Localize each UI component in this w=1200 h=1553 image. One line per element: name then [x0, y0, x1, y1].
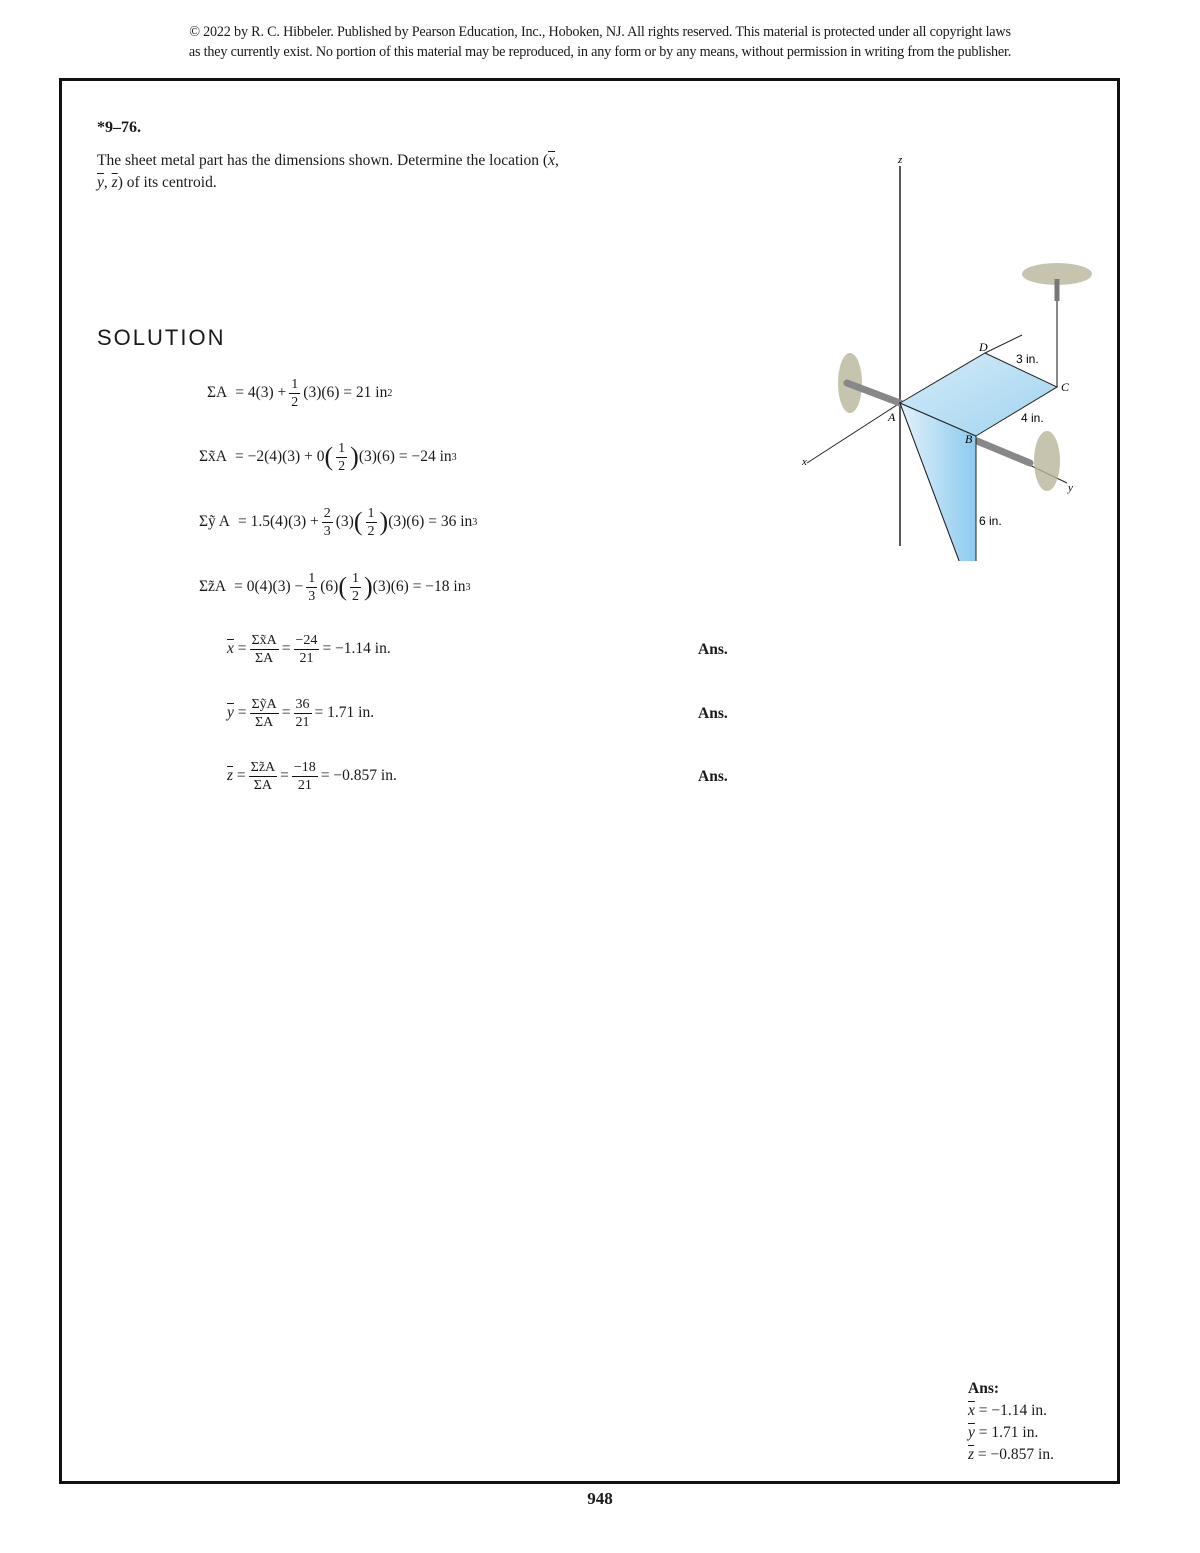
equation-x-bar: $\overline{x}$ = $\frac{\Sigma x̃A}{\Sigma A}$ = $\frac{-24}{21}$ = −1.14 in. — [227, 632, 391, 666]
z-bar-result: = −0.857 in. — [320, 767, 397, 784]
eq3-part-a: = 1.5(4)(3) + — [238, 513, 319, 530]
eq4-part-b: (3)(6) = −18 in — [372, 578, 466, 595]
eq1-part-a: = 4(3) + — [235, 384, 287, 401]
eq2-part-a: = −2(4)(3) + 0 — [234, 448, 325, 465]
solution-frame — [59, 78, 1120, 1484]
eq1-part-b: (3)(6) = 21 in — [303, 384, 388, 401]
fraction-sum-ratio: $\frac{\text{ΣỹA}}{\Sigma A}$ — [251, 696, 277, 730]
eq4-part-a: = 0(4)(3) − — [234, 578, 304, 595]
label-z: z — [898, 154, 903, 166]
y-bar-result: = 1.71 in. — [314, 704, 375, 721]
equation-sum-area: ΣA = 4(3) + $\frac{1}{2}$ (3)(6) = 21 in 2 — [207, 376, 393, 410]
label-C: C — [1061, 380, 1070, 394]
equation-sum-xA: Σx̃A = −2(4)(3) + 0 ( $\frac{1}{2}$ ) (3)(6) = −24 in 3 — [199, 440, 457, 474]
statement-part-a: The sheet metal part has the dimensions shown. Determine the location ( — [97, 152, 549, 169]
answer-y: $\overline{y} = 1.71$ in. — [968, 1424, 1039, 1441]
x-bar-result: = −1.14 in. — [322, 640, 391, 657]
sheet-metal-figure — [802, 151, 1112, 561]
label-x: x — [802, 456, 807, 468]
copyright-line-1: © 2022 by R. C. Hibbeler. Published by Pearson Education, Inc., Hoboken, NJ. All rights reserved. This material is protected under all copyright laws — [189, 24, 1011, 40]
eq2-part-b: (3)(6) = −24 in — [358, 448, 452, 465]
fraction-values: $\frac{-18}{21}$ — [293, 759, 316, 793]
eq3-lhs: Σỹ A — [199, 513, 230, 530]
fraction-sum-ratio: $\frac{\Sigma z̃A}{\Sigma A}$ — [250, 759, 276, 793]
dim-4-in: 4 in. — [1021, 411, 1044, 425]
label-D: D — [979, 340, 988, 354]
shaft-right — [977, 441, 1030, 463]
solution-heading: SOLUTION — [97, 325, 226, 350]
copyright-notice — [60, 22, 1140, 62]
equation-sum-zA: Σz̃A = 0(4)(3) − $\frac{1}{3}$ (6) ( $\frac{1}{2}$ ) (3)(6) = −18 in 3 — [199, 570, 471, 604]
bearing-right — [1034, 431, 1060, 491]
fraction-one-half: $\frac{1}{2}$ — [352, 570, 359, 604]
answer-summary-box — [968, 1378, 1054, 1466]
fraction-one-half: $\frac{1}{2}$ — [367, 505, 375, 539]
ans-label-x: Ans. — [698, 641, 728, 658]
ans-label-y: Ans. — [698, 705, 728, 722]
answer-x: $\overline{x} = -1.14$ in. — [968, 1402, 1048, 1419]
fraction-one-half: $\frac{1}{2}$ — [291, 376, 299, 410]
answer-heading: Ans: — [968, 1380, 1000, 1397]
equation-y-bar: $\overline{y}$ = $\frac{\text{ΣỹA}}{\Sigma A}$ = $\frac{36}{21}$ = 1.71 in. — [227, 696, 375, 730]
dim-6-in: 6 in. — [979, 514, 1002, 528]
ans-label-z: Ans. — [698, 768, 728, 785]
fraction-one-third: $\frac{1}{3}$ — [308, 570, 316, 604]
eq4-lhs: Σz̃A — [199, 578, 227, 595]
label-B: B — [965, 432, 973, 446]
page-number: 948 — [587, 1489, 613, 1508]
problem-statement: The sheet metal part has the dimensions shown. Determine the location ($\overline{x}$, $\overline{y}$, $\overline{z}$) of its centroid. — [97, 152, 559, 191]
fraction-one-half: $\frac{1}{2}$ — [338, 440, 346, 474]
equation-z-bar: $\overline{z}$ = $\frac{\Sigma z̃A}{\Sigma A}$ = $\frac{-18}{21}$ = −0.857 in. — [227, 759, 397, 793]
problem-number: *9–76. — [97, 119, 141, 136]
fraction-sum-ratio: $\frac{\Sigma x̃A}{\Sigma A}$ — [251, 632, 277, 666]
eq3-part-b: (3)(6) = 36 in — [388, 513, 473, 530]
equation-sum-yA: Σỹ A = 1.5(4)(3) + $\frac{2}{3}$ (3) ( $\frac{1}{2}$ ) (3)(6) = 36 in 3 — [199, 505, 478, 539]
answer-z: $\overline{z} = -0.857$ in. — [968, 1446, 1054, 1463]
label-y: y — [1068, 482, 1073, 494]
fraction-values: $\frac{-24}{21}$ — [295, 632, 318, 666]
dim-3-in: 3 in. — [1016, 352, 1039, 366]
eq1-lhs: ΣA — [207, 384, 228, 401]
eq2-lhs: Σx̃A — [199, 448, 227, 465]
copyright-line-2: as they currently exist. No portion of this material may be reproduced, in any form or by any means, without permission in writing from the publisher. — [188, 44, 1012, 60]
fraction-two-thirds: $\frac{2}{3}$ — [323, 505, 331, 539]
label-A: A — [888, 410, 896, 424]
statement-part-b: ) of its centroid. — [117, 174, 217, 191]
x-axis — [807, 403, 900, 463]
fraction-values: $\frac{36}{21}$ — [295, 696, 310, 730]
